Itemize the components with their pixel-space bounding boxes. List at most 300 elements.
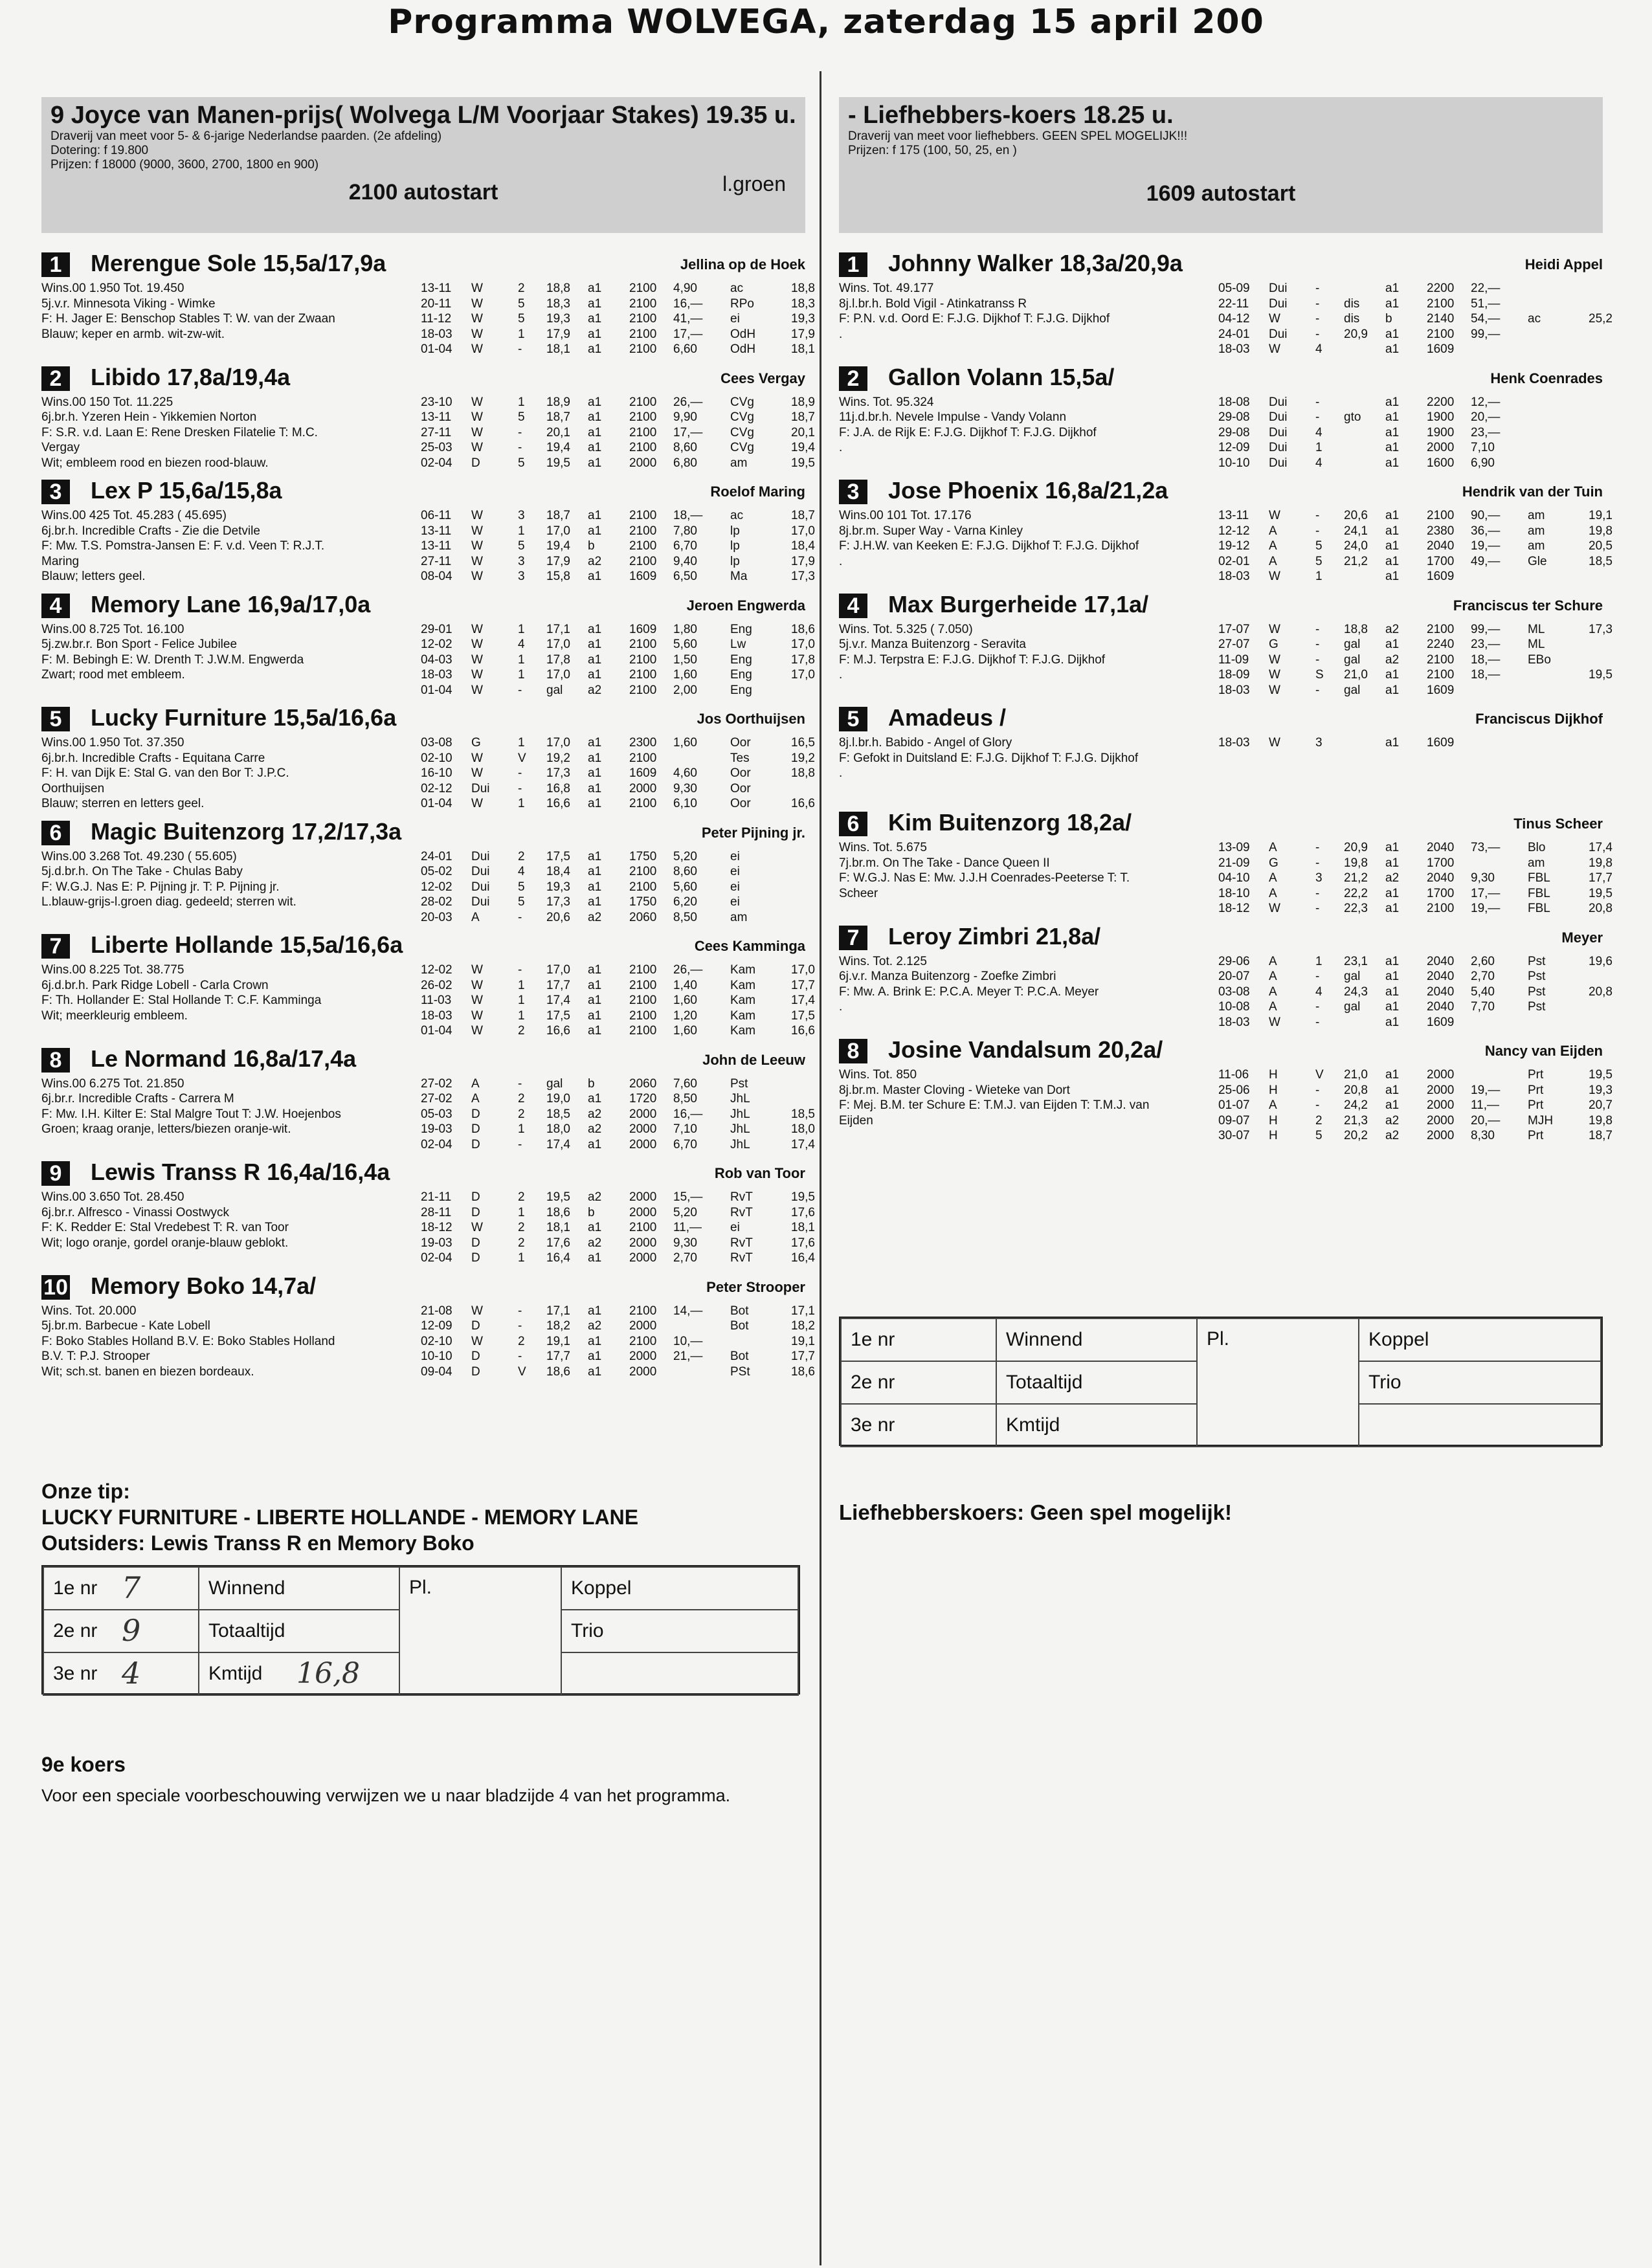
run-track: W	[471, 751, 483, 765]
run-date: 02-04	[421, 1137, 452, 1151]
run-row	[421, 880, 805, 895]
run-position: -	[1315, 683, 1320, 697]
run-date: 13-11	[421, 282, 452, 295]
run-track: D	[471, 1319, 480, 1333]
run-start: a1	[1385, 441, 1400, 454]
handwritten-1e-nr: 7	[122, 1570, 141, 1605]
run-start: a1	[1385, 456, 1400, 470]
horse-list-left	[41, 250, 815, 1379]
run-start: a1	[1385, 524, 1400, 538]
run-best-time: 18,8	[791, 282, 815, 295]
run-odds: 19,—	[1471, 902, 1501, 915]
run-date: 17-07	[1218, 622, 1250, 636]
run-row	[421, 296, 815, 312]
bet-label-koppel: Koppel	[1359, 1318, 1601, 1361]
horse-info	[41, 281, 404, 342]
horse-header	[839, 477, 1603, 508]
horse-info-line: .	[839, 441, 843, 454]
run-row	[1218, 901, 1613, 917]
run-date: 01-04	[421, 1024, 452, 1038]
run-odds: 23,—	[1471, 638, 1501, 651]
run-start: b	[588, 539, 595, 553]
run-distance: 2040	[1427, 1000, 1455, 1014]
horse-info-line: Eijden	[839, 1113, 873, 1128]
run-best-time: 17,3	[1589, 622, 1613, 636]
run-position: -	[1315, 902, 1320, 915]
horse-number: 8	[839, 1039, 867, 1063]
run-position: 2	[518, 849, 525, 863]
run-best-time: 17,0	[791, 668, 815, 682]
run-odds: 7,60	[673, 1076, 697, 1091]
run-driver-code: am	[1528, 856, 1545, 870]
run-start: a1	[1385, 1068, 1400, 1082]
run-position: 1	[1315, 441, 1323, 454]
run-row	[421, 910, 805, 926]
run-distance: 2100	[629, 865, 657, 878]
run-odds: 6,50	[673, 570, 697, 583]
run-driver-code: Lw	[730, 638, 746, 651]
run-position: 4	[1315, 342, 1323, 356]
run-time: 18,6	[546, 1205, 570, 1219]
horse-info-line: 5j.zw.br.r. Bon Sport - Felice Jubilee	[41, 638, 238, 651]
horse-info-line: 5j.br.m. Barbecue - Kate Lobell	[41, 1319, 210, 1333]
run-distance: 2000	[629, 1251, 657, 1265]
run-driver-code: CVg	[730, 425, 754, 439]
run-start: a1	[1385, 736, 1400, 750]
horse-info-line: Maring	[41, 554, 80, 568]
run-driver-code: Kam	[730, 963, 756, 977]
horse-info-line: F: Mej. B.M. ter Schure E: T.M.J. van Eijden T: T.M.J. van	[839, 1098, 1150, 1112]
bet-label-2e-nr: 2e nr	[841, 1361, 996, 1404]
run-distance: 2000	[1427, 1083, 1455, 1097]
run-track: W	[1269, 668, 1280, 682]
run-row	[1218, 1067, 1613, 1083]
run-driver-code: Pst	[730, 1076, 748, 1091]
run-time: 17,0	[546, 963, 570, 977]
run-row	[421, 456, 815, 471]
run-odds: 8,30	[1471, 1129, 1495, 1142]
run-date: 25-03	[421, 441, 452, 454]
run-track: D	[471, 1205, 480, 1219]
run-start: a1	[1385, 296, 1400, 311]
horse-info-line: F: K. Redder E: Stal Vredebest T: R. van Toor	[41, 1221, 289, 1234]
run-date: 18-03	[421, 327, 452, 341]
run-date: 02-10	[421, 1334, 452, 1348]
run-date: 11-12	[421, 312, 452, 326]
run-odds: 18,—	[673, 509, 703, 522]
horse-info	[839, 395, 1201, 456]
run-row	[1218, 1015, 1603, 1030]
run-date: 13-09	[1218, 841, 1250, 854]
run-track: Dui	[1269, 395, 1288, 409]
run-best-time: 20,5	[1589, 539, 1613, 553]
run-time: gto	[1344, 410, 1361, 424]
run-row	[421, 1091, 805, 1107]
run-row	[421, 652, 815, 668]
run-row	[421, 1023, 815, 1039]
run-track: Dui	[1269, 296, 1288, 311]
run-odds: 90,—	[1471, 509, 1501, 522]
run-row	[1218, 311, 1613, 327]
run-best-time: 17,1	[791, 1304, 815, 1318]
horse-header	[41, 250, 805, 281]
run-distance: 2000	[629, 1236, 657, 1250]
horse-number: 8	[41, 1048, 70, 1073]
run-date: 13-11	[421, 539, 452, 553]
run-date: 20-11	[421, 296, 452, 311]
horse-body	[41, 622, 815, 698]
run-track: W	[1269, 736, 1280, 750]
run-track: Dui	[1269, 441, 1288, 454]
run-position: -	[1315, 1000, 1320, 1014]
run-odds: 19,—	[1471, 1083, 1501, 1097]
run-time: 17,5	[546, 849, 570, 863]
run-odds: 99,—	[1471, 622, 1501, 636]
horse-info-line: Wins.00 1.950 Tot. 37.350	[41, 736, 184, 750]
run-position: 1	[518, 668, 525, 682]
run-start: a1	[588, 509, 602, 522]
horse-body	[839, 1067, 1613, 1144]
handwritten-3e-nr: 4	[122, 1656, 141, 1691]
run-time: 18,1	[546, 342, 570, 356]
run-position: 1	[518, 1205, 525, 1219]
run-row	[1218, 1113, 1613, 1129]
run-start: a1	[588, 282, 602, 295]
run-position: 3	[1315, 736, 1323, 750]
run-distance: 2100	[629, 296, 657, 311]
run-odds: 6,80	[673, 456, 697, 470]
bet-label-3e-nr: 3e nr	[53, 1663, 98, 1684]
run-row	[1218, 1098, 1613, 1113]
run-odds: 10,—	[673, 1334, 703, 1348]
horse-info	[839, 1067, 1201, 1128]
run-date: 18-12	[1218, 902, 1250, 915]
run-distance: 2100	[629, 751, 657, 765]
run-position: 2	[518, 1221, 525, 1234]
horse-info-line: Vergay	[41, 441, 80, 454]
horse-info-line: B.V. T: P.J. Strooper	[41, 1350, 150, 1363]
run-time: 17,9	[546, 327, 570, 341]
run-track: Dui	[471, 849, 490, 863]
horse-info-line: 5j.v.r. Manza Buitenzorg - Seravita	[839, 638, 1026, 651]
run-distance: 2000	[629, 1205, 657, 1219]
run-distance: 2000	[629, 1137, 657, 1151]
run-row	[1218, 440, 1603, 456]
run-start: a1	[588, 895, 602, 909]
bet-cell-1e-nr	[43, 1567, 199, 1610]
horse-info-line: Wins. Tot. 850	[839, 1068, 917, 1082]
horse-info-line: 6j.br.h. Yzeren Hein - Yikkemien Norton	[41, 410, 257, 424]
run-distance: 2000	[629, 1107, 657, 1121]
run-date: 11-03	[421, 994, 452, 1007]
run-distance: 2100	[1427, 509, 1455, 522]
run-distance: 2100	[629, 342, 657, 356]
horse-info-line: Groen; kraag oranje, letters/biezen oranje-wit.	[41, 1122, 291, 1136]
run-track: Dui	[1269, 425, 1288, 439]
run-position: 3	[518, 509, 525, 522]
run-start: a1	[1385, 425, 1400, 439]
run-distance: 2000	[1427, 1098, 1455, 1112]
run-driver-code: Oor	[730, 766, 751, 780]
run-row	[421, 849, 805, 865]
bet-grid-left	[41, 1565, 800, 1695]
run-time: gal	[546, 683, 563, 697]
run-position: -	[1315, 1083, 1320, 1097]
run-row	[1218, 871, 1613, 886]
run-date: 01-07	[1218, 1098, 1250, 1112]
run-row	[1218, 969, 1603, 984]
race-start: 2100 autostart	[348, 180, 498, 205]
horse-number: 3	[41, 480, 70, 504]
run-date: 21-09	[1218, 856, 1250, 870]
horse-info-line: Zwart; rood met embleem.	[41, 668, 185, 682]
horse-number: 2	[839, 366, 867, 391]
run-track: W	[471, 1221, 483, 1234]
horse-number: 6	[41, 821, 70, 845]
run-best-time: 19,6	[1589, 954, 1613, 968]
run-position: V	[1315, 1068, 1324, 1082]
run-date: 28-11	[421, 1205, 452, 1219]
run-time: dis	[1344, 312, 1360, 326]
run-row	[1218, 327, 1603, 342]
run-date: 02-01	[1218, 554, 1250, 568]
run-best-time: 18,6	[791, 622, 815, 636]
horse-driver: Franciscus ter Schure	[1453, 597, 1603, 614]
run-row	[421, 751, 815, 766]
run-time: 18,9	[546, 395, 570, 409]
run-date: 23-10	[421, 395, 452, 409]
run-best-time: 17,0	[791, 963, 815, 977]
run-odds: 1,40	[673, 978, 697, 992]
horse-info-line: Wins. Tot. 2.125	[839, 954, 927, 968]
run-time: 16,6	[546, 797, 570, 810]
run-driver-code: Oor	[730, 736, 751, 750]
run-odds: 9,90	[673, 410, 697, 424]
run-start: a1	[1385, 1015, 1400, 1029]
horse-name: Johnny Walker 18,3a/20,9a	[888, 250, 1183, 276]
race-subtitle: Draverij van meet voor liefhebbers. GEEN SPEL MOGELIJK!!!	[848, 129, 1188, 143]
horse-runs	[1218, 508, 1613, 584]
run-start: a1	[588, 425, 602, 439]
run-row	[421, 683, 805, 698]
run-start: a1	[1385, 509, 1400, 522]
run-driver-code: ei	[730, 895, 740, 909]
horse-info-line: .	[839, 668, 843, 682]
run-start: a1	[588, 327, 602, 341]
bet-label-pl: Pl.	[399, 1567, 561, 1695]
run-row	[421, 1304, 815, 1319]
run-row	[421, 637, 815, 652]
run-driver-code: Bot	[730, 1350, 749, 1363]
run-row	[421, 395, 815, 410]
run-odds: 18,—	[1471, 652, 1501, 667]
run-time: 19,8	[1344, 856, 1368, 870]
run-position: 4	[1315, 425, 1323, 439]
run-start: b	[588, 1076, 595, 1091]
run-position: 5	[518, 312, 525, 326]
run-best-time: 17,6	[791, 1236, 815, 1250]
horse-name: Merengue Sole 15,5a/17,9a	[91, 250, 386, 276]
run-start: a2	[588, 1122, 602, 1136]
horse-body	[41, 395, 815, 471]
run-start: a1	[588, 1137, 602, 1151]
run-row	[421, 1008, 815, 1024]
run-distance: 2140	[1427, 312, 1455, 326]
horse-info	[41, 508, 404, 584]
horse-name: Magic Buitenzorg 17,2/17,3a	[91, 817, 402, 845]
run-best-time: 17,4	[791, 1137, 815, 1151]
run-start: a1	[1385, 886, 1400, 900]
horse-entry	[41, 931, 815, 1039]
run-odds: 4,90	[673, 282, 697, 295]
run-start: a2	[588, 1319, 602, 1333]
horse-name: Lewis Transs R 16,4a/16,4a	[91, 1159, 390, 1185]
run-time: 17,3	[546, 895, 570, 909]
run-row	[421, 1236, 815, 1251]
run-best-time: 20,1	[791, 425, 815, 439]
run-distance: 2100	[629, 797, 657, 810]
horse-entry	[41, 1159, 815, 1266]
horse-runs	[421, 508, 815, 584]
run-odds: 19,—	[1471, 539, 1501, 553]
run-driver-code: Oor	[730, 797, 751, 810]
run-distance: 1609	[629, 766, 657, 780]
horse-info	[41, 735, 404, 812]
run-best-time: 18,9	[791, 395, 815, 409]
run-driver-code: Prt	[1528, 1068, 1544, 1082]
run-date: 18-12	[421, 1221, 452, 1234]
run-time: 17,6	[546, 1236, 570, 1250]
run-position: V	[518, 1364, 526, 1379]
run-row	[421, 1190, 815, 1205]
horse-entry	[839, 590, 1613, 698]
run-date: 21-08	[421, 1304, 452, 1318]
run-best-time: 18,2	[791, 1319, 815, 1333]
run-start: a1	[1385, 902, 1400, 915]
horse-info-line: F: H. van Dijk E: Stal G. van den Bor T: J.P.C.	[41, 766, 289, 780]
run-start: a1	[1385, 954, 1400, 968]
horse-header	[41, 704, 805, 735]
run-track: W	[471, 1304, 483, 1318]
run-date: 09-07	[1218, 1113, 1250, 1128]
run-row	[421, 1205, 815, 1221]
run-best-time: 18,1	[791, 1221, 815, 1234]
run-position: -	[518, 1350, 522, 1363]
run-odds: 2,00	[673, 683, 697, 697]
run-start: a1	[588, 668, 602, 682]
run-track: W	[1269, 683, 1280, 697]
horse-info-line: Wins. Tot. 5.325 ( 7.050)	[839, 622, 973, 636]
run-time: 18,4	[546, 865, 570, 878]
run-position: 2	[518, 282, 525, 295]
run-track: W	[471, 652, 483, 667]
run-row	[421, 796, 815, 812]
horse-driver: Peter Strooper	[706, 1278, 805, 1295]
horse-driver: Rob van Toor	[714, 1165, 805, 1181]
horse-info	[839, 954, 1201, 1015]
run-date: 03-08	[421, 736, 452, 750]
run-time: 15,8	[546, 570, 570, 583]
run-position: 2	[518, 1334, 525, 1348]
bet-cell-kmtijd	[199, 1652, 399, 1695]
horse-info-line: Wins. Tot. 49.177	[839, 282, 934, 295]
horse-entry	[41, 704, 815, 812]
bet-label-1e-nr: 1e nr	[53, 1577, 98, 1599]
run-start: a1	[588, 456, 602, 470]
run-best-time: 16,6	[791, 797, 815, 810]
run-odds: 7,80	[673, 524, 697, 538]
run-date: 05-03	[421, 1107, 452, 1121]
run-time: 17,0	[546, 524, 570, 538]
run-date: 04-10	[1218, 871, 1250, 885]
run-distance: 2000	[629, 1190, 657, 1204]
run-driver-code: CVg	[730, 441, 754, 454]
run-date: 25-06	[1218, 1083, 1250, 1097]
run-distance: 1750	[629, 849, 657, 863]
run-start: a1	[588, 1092, 602, 1106]
bet-label-pl: Pl.	[1197, 1318, 1359, 1447]
run-row	[421, 667, 815, 683]
run-track: W	[1269, 342, 1280, 356]
run-start: a2	[588, 554, 602, 568]
run-track: A	[1269, 1000, 1277, 1014]
tip-outsiders: Outsiders: Lewis Transs R en Memory Boko	[41, 1531, 474, 1555]
run-row	[421, 554, 815, 570]
run-odds: 6,70	[673, 1137, 697, 1151]
horse-info	[41, 1190, 404, 1251]
race9-note	[41, 1753, 805, 1806]
run-position: 3	[1315, 871, 1323, 885]
horse-info-line: 5j.d.br.h. On The Take - Chulas Baby	[41, 865, 243, 878]
run-track: D	[471, 1107, 480, 1121]
run-time: 17,7	[546, 1350, 570, 1363]
run-odds: 6,70	[673, 539, 697, 553]
run-start: a1	[1385, 984, 1400, 999]
run-time: 20,1	[546, 425, 570, 439]
horse-info-line: F: J.A. de Rijk E: F.J.G. Dijkhof T: F.J.G. Dijkhof	[839, 425, 1097, 439]
run-position: 1	[518, 327, 525, 341]
run-row	[1218, 395, 1603, 410]
run-time: 18,3	[546, 296, 570, 311]
run-start: a2	[1385, 652, 1400, 667]
run-track: D	[471, 1190, 480, 1204]
run-position: 5	[518, 539, 525, 553]
run-best-time: 19,5	[791, 456, 815, 470]
run-time: 24,0	[1344, 539, 1368, 553]
run-driver-code: Bot	[730, 1304, 749, 1318]
run-distance: 1609	[1427, 342, 1455, 356]
run-date: 18-09	[1218, 668, 1250, 682]
run-date: 12-09	[1218, 441, 1250, 454]
run-date: 12-02	[421, 880, 452, 894]
run-odds: 2,70	[673, 1251, 697, 1265]
horse-info-line: Wins.00 101 Tot. 17.176	[839, 509, 972, 522]
run-row	[421, 1318, 815, 1334]
run-time: 20,9	[1344, 841, 1368, 854]
horse-driver: Tinus Scheer	[1513, 816, 1603, 832]
run-row	[421, 781, 805, 797]
run-position: 1	[518, 736, 525, 750]
run-track: Dui	[471, 781, 490, 795]
run-distance: 2000	[1427, 441, 1455, 454]
run-position: -	[518, 910, 522, 924]
run-date: 27-02	[421, 1076, 452, 1091]
run-time: 21,2	[1344, 871, 1368, 885]
run-start: a2	[1385, 622, 1400, 636]
run-time: 23,1	[1344, 954, 1368, 968]
run-time: 17,7	[546, 978, 570, 992]
run-odds: 6,10	[673, 797, 697, 810]
